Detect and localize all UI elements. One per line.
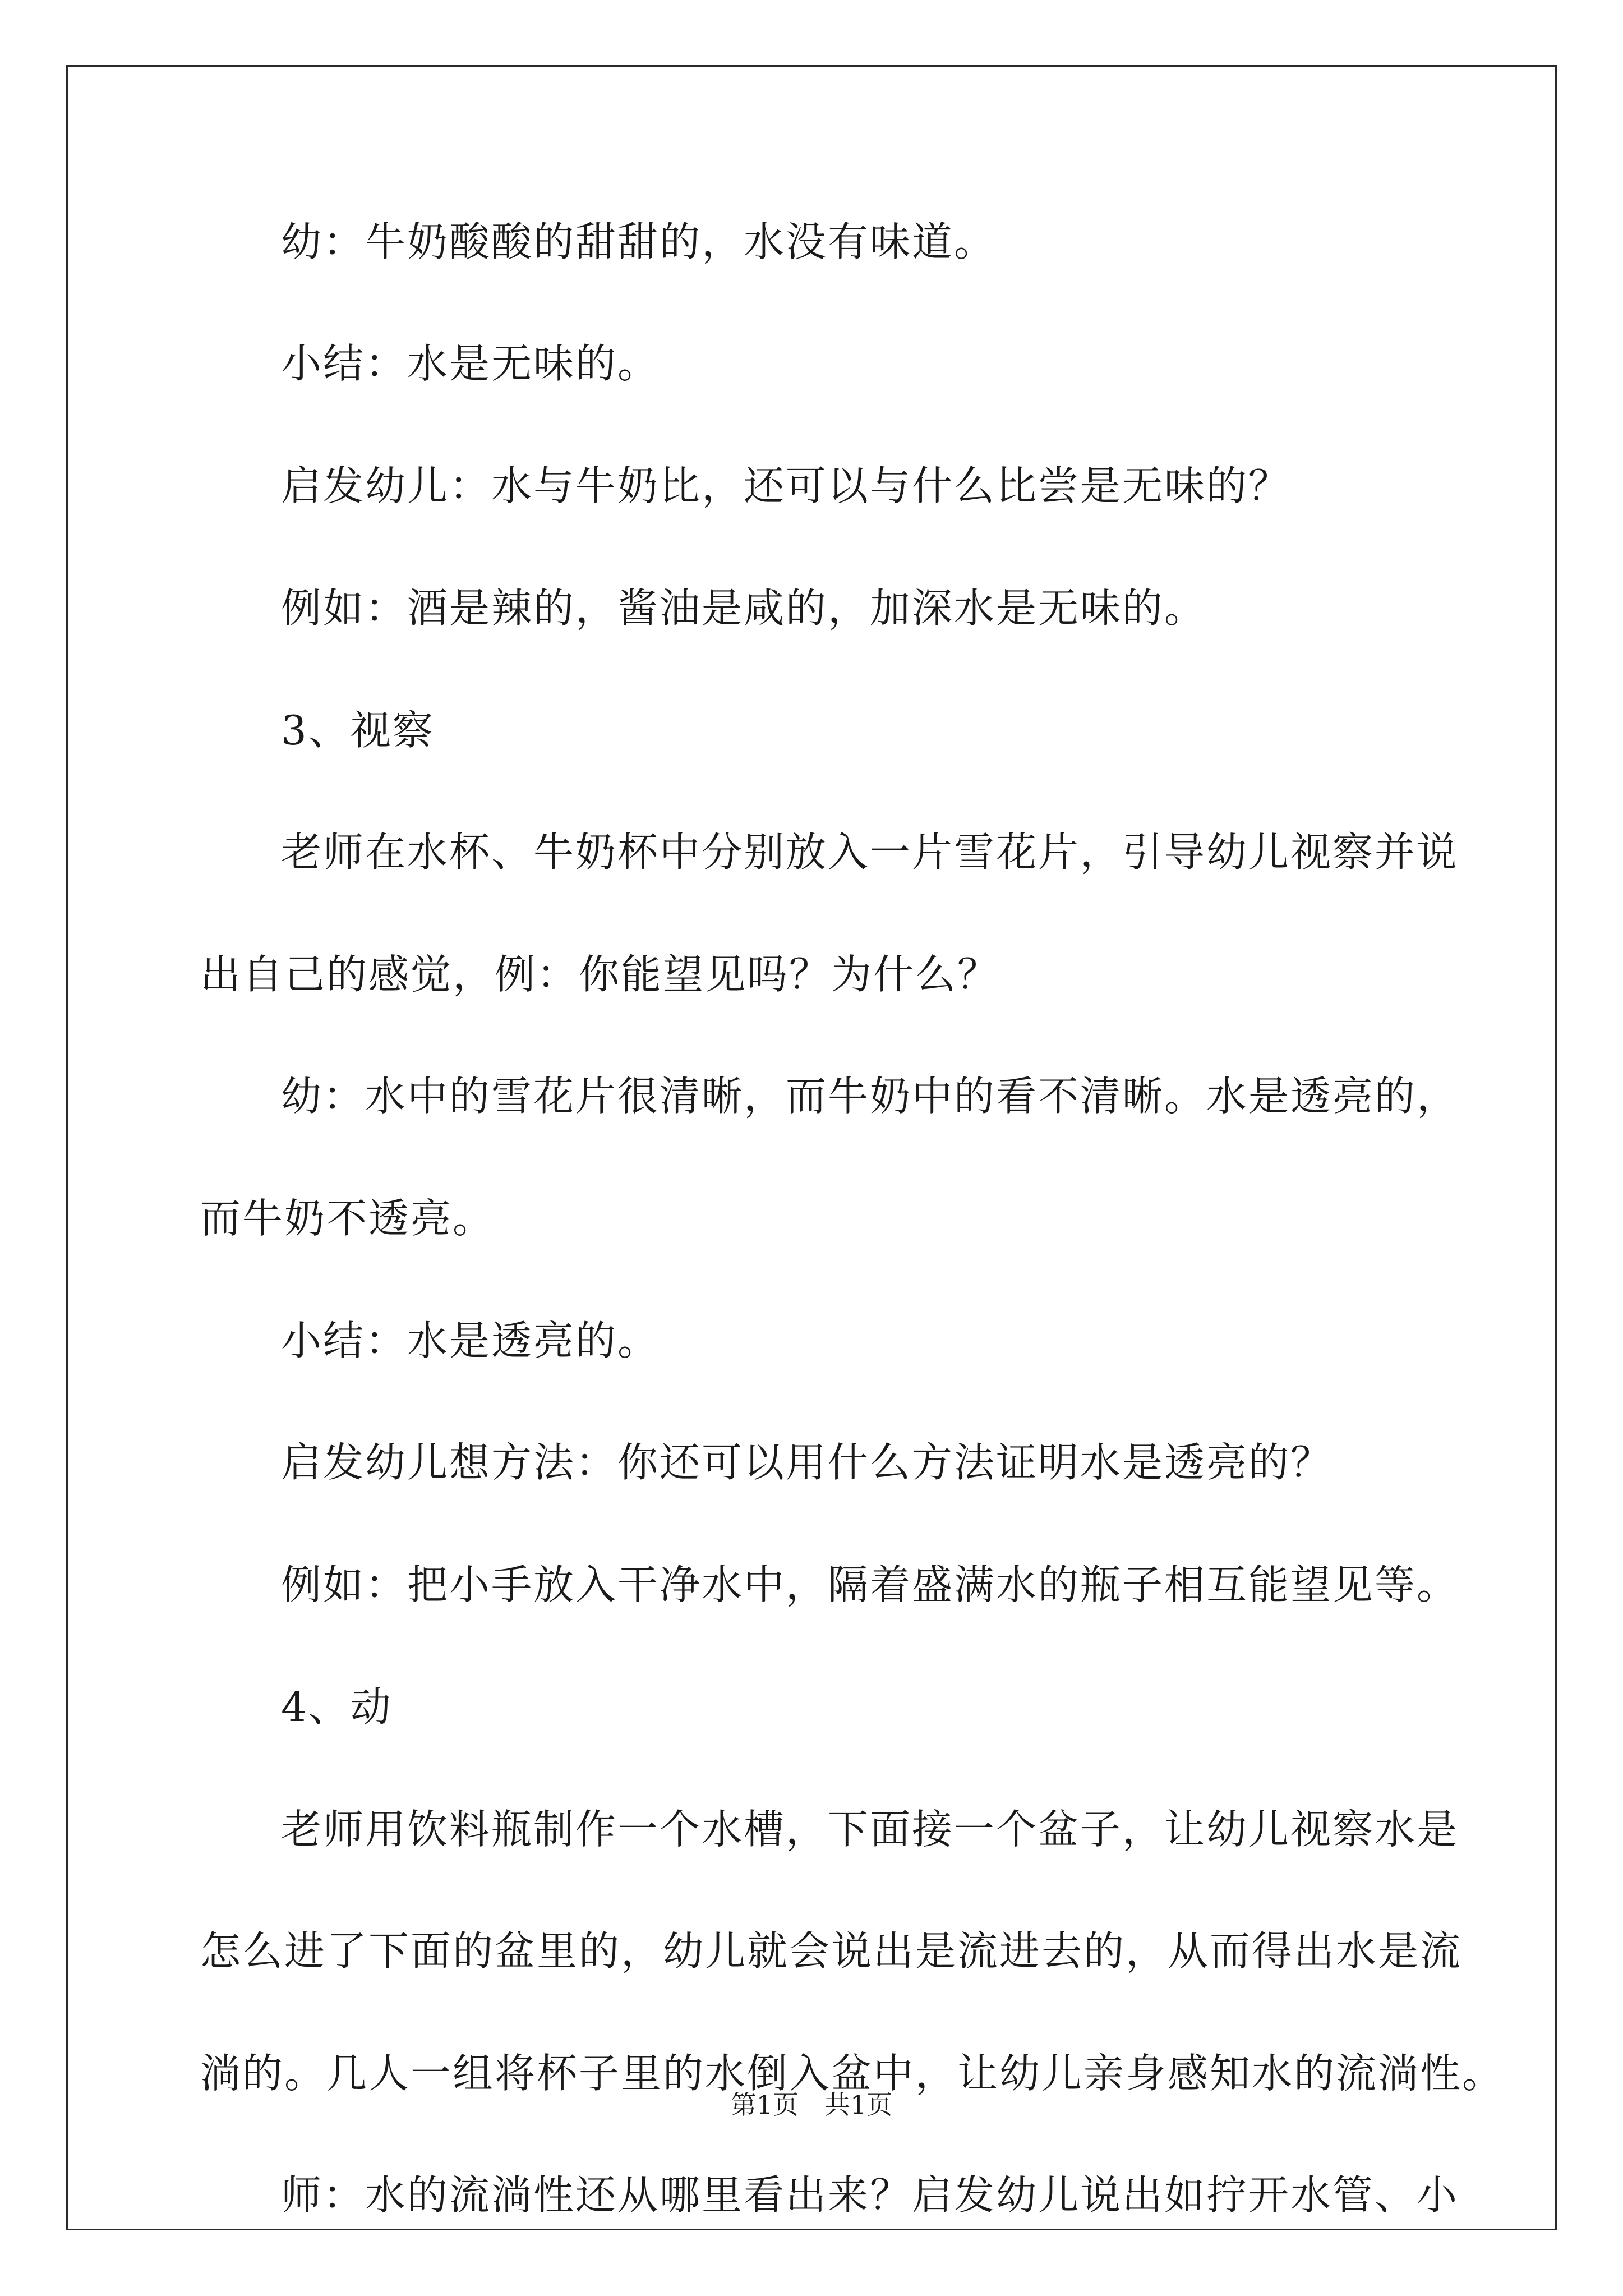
- paragraph-line: 例如：把小手放入干净水中，隔着盛满水的瓶子相互能望见等。: [281, 1561, 1459, 1608]
- paragraph-line: 淌的。几人一组将杯子里的水倒入盆中，让幼儿亲身感知水的流淌性。: [200, 2050, 1505, 2097]
- paragraph-line: 例如：酒是辣的，酱油是咸的，加深水是无味的。: [281, 585, 1207, 632]
- paragraph-line: 幼：水中的雪花片很清晰，而牛奶中的看不清晰。水是透亮的，: [281, 1073, 1459, 1120]
- paragraph-line: 启发幼儿：水与牛奶比，还可以与什么比尝是无味的？: [281, 462, 1291, 509]
- paragraph-line: 老师在水杯、牛奶杯中分别放入一片雪花片，引导幼儿视察并说: [281, 829, 1459, 876]
- paragraph-line: 老师用饮料瓶制作一个水槽，下面接一个盆子，让幼儿视察水是: [281, 1806, 1459, 1853]
- paragraph-line: 师：水的流淌性还从哪里看出来？启发幼儿说出如拧开水管、小: [281, 2171, 1459, 2219]
- document-body: [200, 218, 1505, 2219]
- page-footer: 第1页 共1页: [730, 2090, 893, 2120]
- paragraph-line: 而牛奶不透亮。: [200, 1195, 495, 1242]
- paragraph-line: 小结：水是无味的。: [281, 340, 660, 387]
- paragraph-line: 怎么进了下面的盆里的，幼儿就会说出是流进去的，从而得出水是流: [200, 1927, 1463, 1975]
- paragraph-line: 幼：牛奶酸酸的甜甜的，水没有味道。: [281, 218, 997, 265]
- paragraph-line: 小结：水是透亮的。: [281, 1317, 660, 1364]
- paragraph-line: 出自己的感觉，例：你能望见吗？为什么？: [200, 951, 1000, 998]
- section-heading: 3、视察: [281, 707, 435, 754]
- paragraph-line: 启发幼儿想方法：你还可以用什么方法证明水是透亮的？: [281, 1439, 1333, 1486]
- section-heading: 4、动: [281, 1683, 393, 1731]
